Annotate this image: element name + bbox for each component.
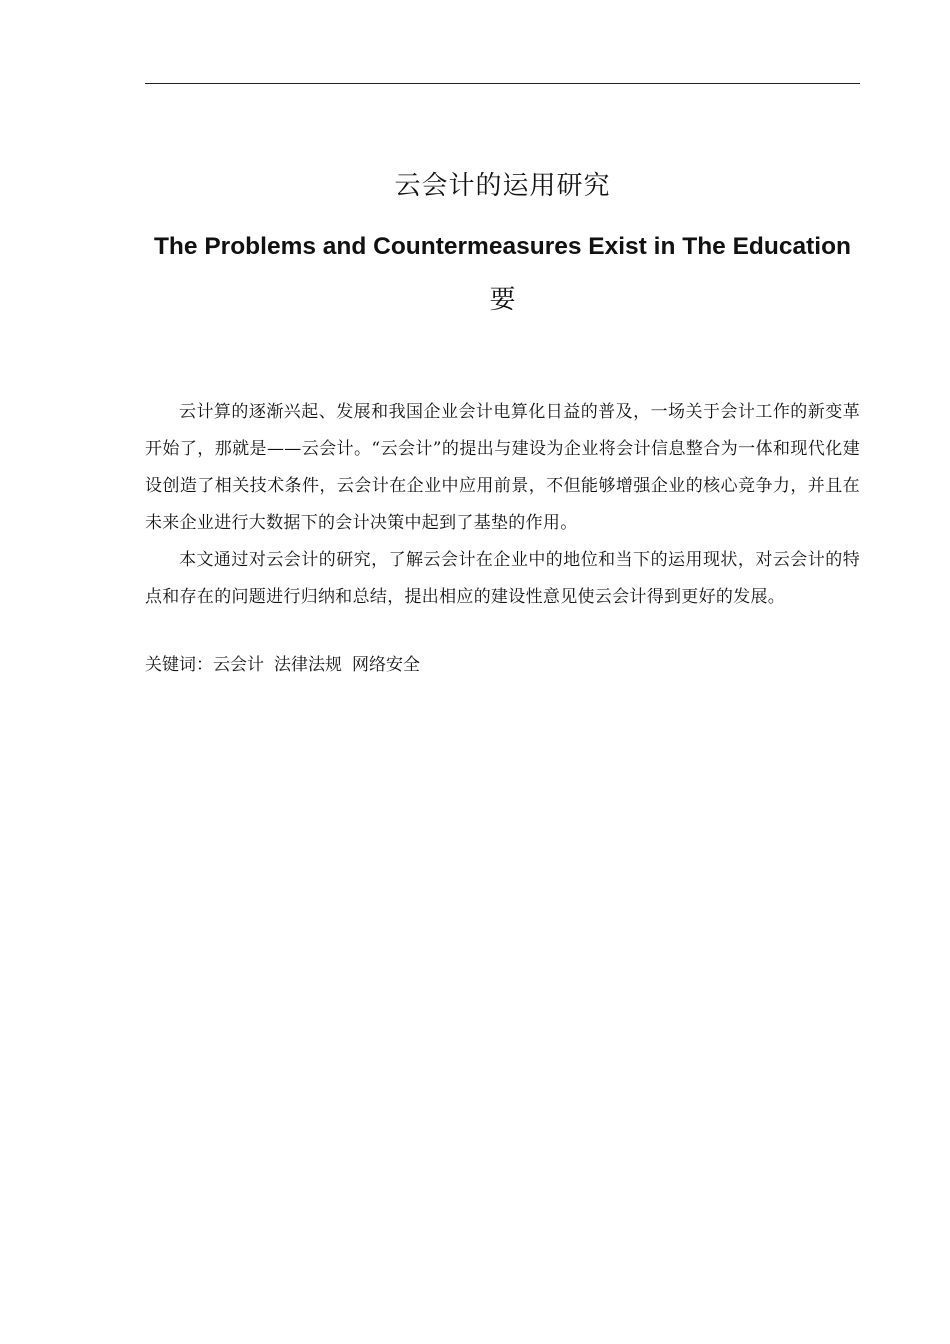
keyword-item: 法律法规 [274, 655, 342, 675]
page-title-english: The Problems and Countermeasures Exist in The Education [153, 233, 852, 260]
abstract-heading: 要 [489, 285, 516, 315]
abstract-paragraph-1: 云计算的逐渐兴起、发展和我国企业会计电算化日益的普及，一场关于会计工作的新变革开始了，那就是——云会计。“云会计”的提出与建设为企业将会计信息整合为一体和现代化建设创造了相关技术条件，云会计在企业中应用前景，不但能够增强企业的核心竞争力，并且在未来企业进行大数据下的会计决策中起到了基垫的作用。 [145, 402, 860, 533]
page-title-chinese: 云会计的运用研究 [394, 171, 611, 201]
abstract-paragraph-2: 本文通过对云会计的研究，了解云会计在企业中的地位和当下的运用现状，对云会计的特点和存在的问题进行归纳和总结，提出相应的建设性意见使云会计得到更好的发展。 [145, 550, 860, 607]
abstract-body [145, 394, 860, 616]
keywords-label: 关键词： [145, 655, 213, 675]
keyword-item: 云会计 [213, 655, 264, 675]
header-rule [145, 83, 860, 84]
keyword-item: 网络安全 [352, 655, 420, 675]
keywords-line [145, 650, 860, 680]
